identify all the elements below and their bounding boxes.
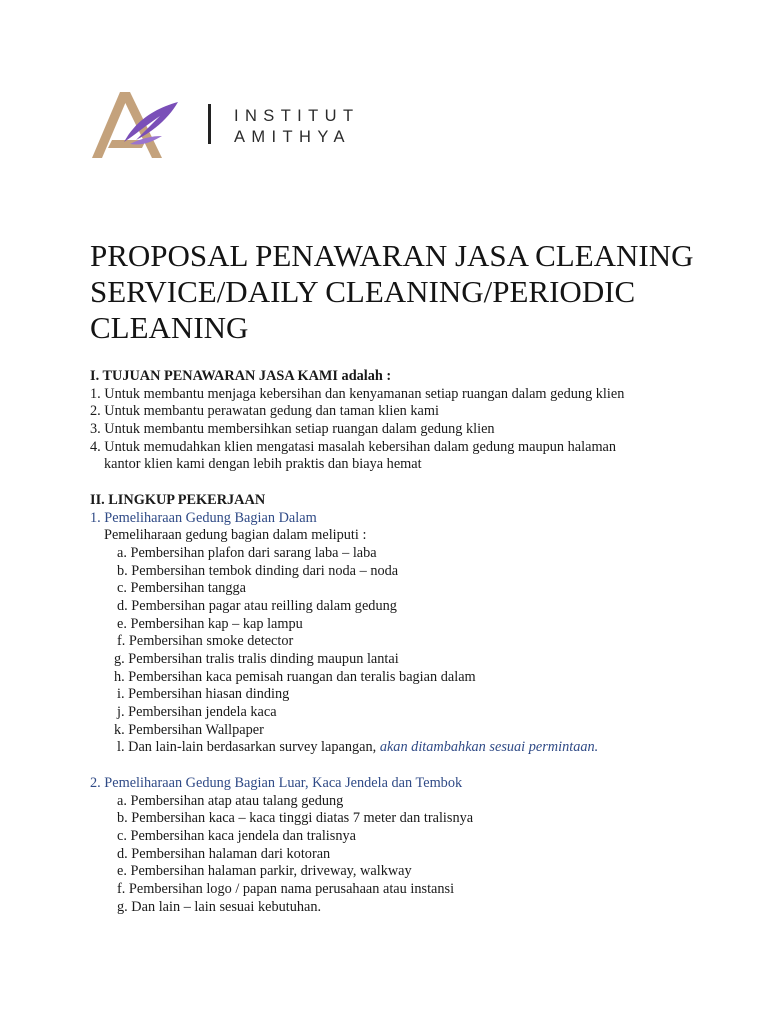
list-item: 2. Untuk membantu perawatan gedung dan taman klien kami [90,403,439,420]
list-item: 1. Untuk membantu menjaga kebersihan dan kenyamanan setiap ruangan dalam gedung klien [90,385,625,402]
subsection2-title: 2. Pemeliharaan Gedung Bagian Luar, Kaca Jendela dan Tembok [90,774,463,791]
logo-text-line1: INSTITUT [234,107,360,125]
institute-logo [90,90,390,162]
list-item: b. Pembersihan kaca – kaca tinggi diatas 7 meter dan tralisnya [117,810,474,827]
logo-divider [208,104,211,144]
logo-text-line2: AMITHYA [234,128,351,146]
logo-text [234,106,359,148]
list-item-emphasis: akan ditambahkan sesuai permintaan. [379,739,599,756]
document-title: PROPOSAL PENAWARAN JASA CLEANING SERVICE/DAILY CLEANING/PERIODIC CLEANING [90,238,694,345]
list-item-text: l. Dan lain-lain berdasarkan survey lapangan, [117,739,380,756]
list-item: e. Pembersihan halaman parkir, driveway, walkway [117,863,412,880]
list-item: d. Pembersihan pagar atau reilling dalam gedung [117,597,397,614]
list-item: i. Pembersihan hiasan dinding [117,686,290,703]
list-item: g. Dan lain – lain sesuai kebutuhan. [117,898,322,915]
list-item: g. Pembersihan tralis tralis dinding maupun lantai [114,651,399,667]
list-item: c. Pembersihan kaca jendela dan tralisnya [117,827,356,844]
list-item: a. Pembersihan atap atau talang gedung [117,792,344,809]
subsection1-intro: Pemeliharaan gedung bagian dalam meliputi : [104,527,367,544]
list-item: j. Pembersihan jendela kaca [117,704,277,721]
section1-heading: I. TUJUAN PENAWARAN JASA KAMI adalah : [90,368,392,384]
list-item: 4. Untuk memudahkan klien mengatasi masalah kebersihan dalam gedung maupun halaman [90,438,617,455]
list-item: k. Pembersihan Wallpaper [114,721,264,738]
list-item: b. Pembersihan tembok dinding dari noda – noda [117,562,399,579]
list-item: h. Pembersihan kaca pemisah ruangan dan teralis bagian dalam [114,668,476,685]
list-item: d. Pembersihan halaman dari kotoran [117,845,331,862]
list-item: c. Pembersihan tangga [117,580,247,597]
list-item [90,739,730,757]
list-item: 3. Untuk membantu membersihkan setiap ruangan dalam gedung klien [90,421,495,438]
document-body [90,368,730,916]
list-item: f. Pembersihan logo / papan nama perusahaan atau instansi [117,880,455,897]
list-item: e. Pembersihan kap – kap lampu [117,615,303,632]
subsection1-title: 1. Pemeliharaan Gedung Bagian Dalam [90,509,317,526]
list-item: a. Pembersihan plafon dari sarang laba – laba [117,544,377,561]
amithya-logo-mark-icon [90,90,180,160]
list-item-continuation: kantor klien kami dengan lebih praktis dan biaya hemat [104,456,422,473]
list-item: f. Pembersihan smoke detector [117,633,294,650]
section2-heading: II. LINGKUP PEKERJAAN [90,491,266,508]
